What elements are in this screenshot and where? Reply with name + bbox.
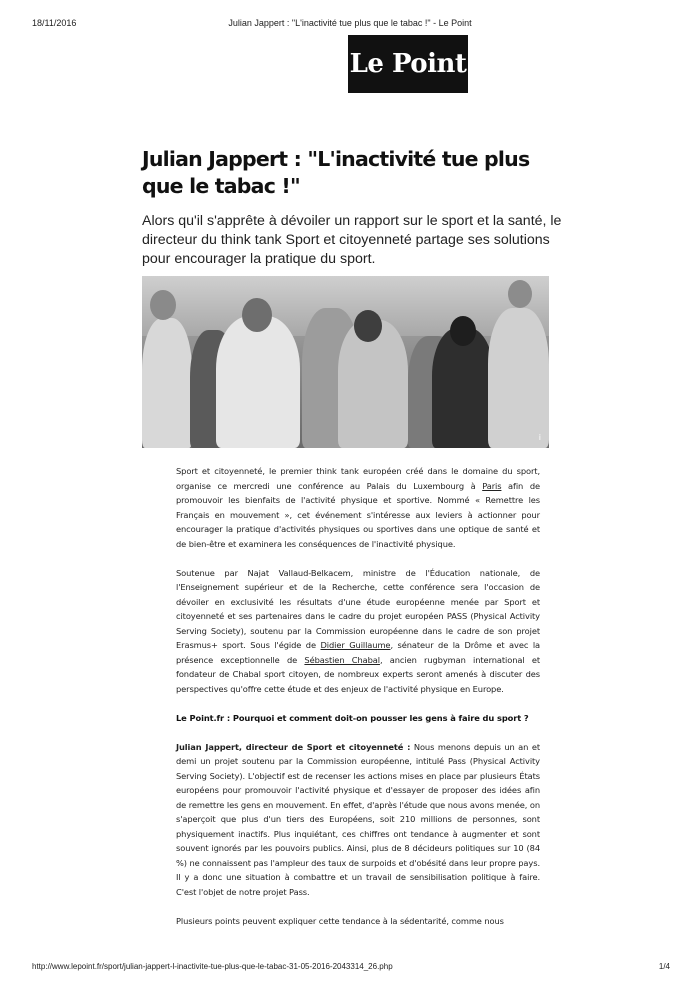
article-title: Julian Jappert : "L'inactivité tue plus que le tabac !" — [142, 147, 530, 198]
photo-runner — [216, 316, 300, 448]
photo-runner-head — [450, 316, 476, 346]
article-lead: Alors qu'il s'apprête à dévoiler un rapport sur le sport et la santé, le directeur du think tank Sport et citoyenneté partage ses solutions pour encourager la pratique du sport. — [142, 213, 562, 267]
photo-runner-head — [242, 298, 272, 332]
photo-runner-head — [354, 310, 382, 342]
paragraph-2: Soutenue par Najat Vallaud-Belkacem, ministre de l'Éducation nationale, de l'Enseignement supérieur et de la Recherche, cette conférence sera l'occasion de dévoiler en exclusivité les résultats d'une étude européenne menée par Sport et citoyenneté et ses partenaires dans le cadre du projet européen PASS (Physical Activity Serving Society), soutenu par la Commission européenne dans le cadre de son projet Erasmus+ sport. Sous l'égide de Didier Guillaume, sénateur de la Drôme et avec la présence exceptionnelle de Sébastien Chabal, ancien rugbyman international et fondateur de Chabal sport citoyen, de nombreux experts seront amenés à discuter des perspectives qu'offre cette étude et des enjeux de l'activité physique en Europe. — [176, 567, 541, 694]
interview-question: Le Point.fr : Pourquoi et comment doit-on pousser les gens à faire du sport ? — [176, 712, 529, 723]
photo-runner-head — [508, 280, 532, 308]
print-url: http://www.lepoint.fr/sport/julian-jappert-l-inactivite-tue-plus-que-le-tabac-31-05-2016-2043314_26.php — [32, 962, 393, 971]
photo-runner — [488, 308, 549, 448]
link-paris[interactable]: Paris — [482, 480, 502, 491]
paragraph-answer: Julian Jappert, directeur de Sport et citoyenneté : Nous menons depuis un an et demi un projet soutenu par la Commission européenne, intitulé Pass (Physical Activity Serving Society). L'objectif est de recenser les actions mises en place par plusieurs États européens pour promouvoir l'activité physique et d'essayer de proposer des idées afin de remettre les gens en mouvement. En effet, d'après l'étude que nous avons menée, on s'aperçoit que plus d'un tiers des Européens, soit 210 millions de personnes, sont physiquement inactifs. Plus inquiétant, ces chiffres ont tendance à augmenter et sont souvent ignorés par les pouvoirs publics. Ainsi, plus de 8 décideurs politiques sur 10 (84 %) ne connaissent pas l'ampleur des taux de surpoids et d'obésité dans leur propre pays. Il y a donc une situation à combattre et un travail de sensibilisation politique à faire. C'est l'objet de notre projet Pass. — [176, 741, 540, 897]
speaker-label: Julian Jappert, directeur de Sport et citoyenneté : — [176, 741, 411, 752]
photo-credit: i — [538, 433, 541, 442]
le-point-logo[interactable]: Le Point — [348, 35, 468, 93]
link-sebastien-chabal[interactable]: Sébastien Chabal — [304, 654, 380, 665]
photo-runner-head — [150, 290, 176, 320]
page-number: 1/4 — [658, 962, 670, 971]
paragraph-5: Plusieurs points peuvent expliquer cette tendance à la sédentarité, comme nous — [176, 915, 504, 926]
print-doc-title: Julian Jappert : "L'inactivité tue plus que le tabac !" - Le Point — [228, 18, 472, 28]
photo-runner — [142, 318, 192, 448]
article-body — [176, 464, 540, 943]
print-date: 18/11/2016 — [32, 18, 77, 28]
link-didier-guillaume[interactable]: Didier Guillaume — [320, 640, 391, 650]
paragraph-1: Sport et citoyenneté, le premier think tank européen créé dans le domaine du sport, organise ce mercredi une conférence au Palais du Luxembourg à Paris afin de promouvoir les bienfaits de l'activité physique et sportive. Nommé « Remettre les Français en mouvement », cet événement s'intéresse aux leviers à actionner pour encourager la pratique d'activités physiques ou sportives dans une optique de santé et de bien-être et examinera les conséquences de l'inactivité physique. — [176, 466, 540, 549]
photo-runner — [432, 328, 494, 448]
article-photo — [142, 276, 549, 448]
